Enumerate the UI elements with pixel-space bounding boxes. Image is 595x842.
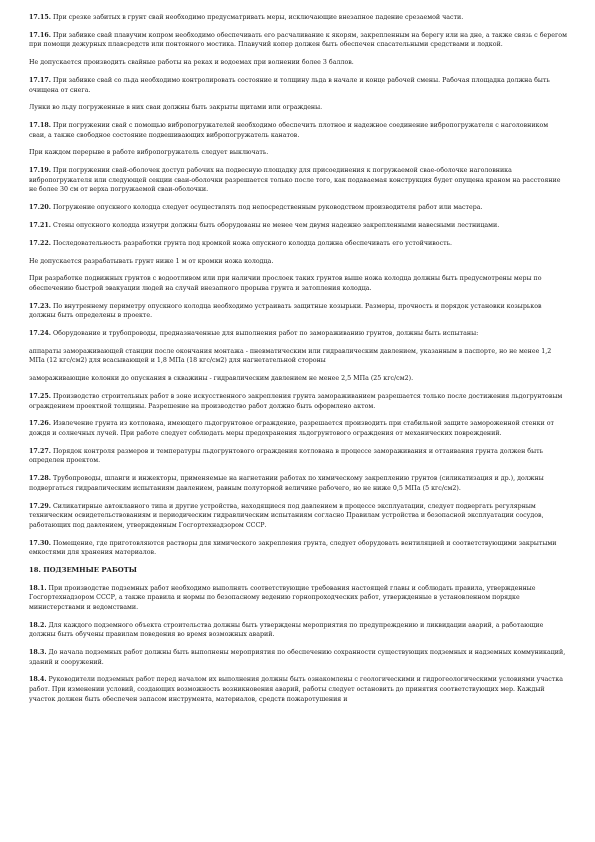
paragraph-text: Не допускается производить свайные работы на реках и водоемах при волнении более 3 баллов. — [29, 59, 354, 67]
paragraph-number: 17.29. — [29, 502, 51, 510]
paragraph — [29, 239, 567, 249]
paragraph-number: 17.24. — [29, 330, 51, 338]
paragraph — [29, 76, 567, 95]
paragraph-text: При производстве подземных работ необходимо выполнять соответствующие требования настоящей главы и соблюдать правила, утвержденные Госгортехнадзором СССР, а также правила и нормы по безопасному ведению горнопроходческих работ, утвержденные в установленном порядке министерствами и ведомствами. — [29, 584, 536, 611]
paragraph-number: 17.26. — [29, 420, 51, 428]
paragraph — [29, 347, 567, 366]
paragraph-number: 18.1. — [29, 584, 47, 592]
paragraph — [29, 502, 567, 531]
paragraph-text: Трубопроводы, шланги и инжекторы, применяемые на нагнетании работах по химическому закреплению грунтов (силикатизация и др.), должны подвергаться гидравлическим испытаниям давлением, равным полуторной величине рабочего, но не ниже 0,5 МПа (5 кгс/см2). — [29, 475, 544, 492]
paragraph — [29, 648, 567, 667]
paragraph — [29, 474, 567, 493]
paragraph-number: 17.30. — [29, 539, 51, 547]
paragraph-text: замораживающие колонки до опускания в скважины - гидравлическим давлением не менее 2,5 МПа (25 кгс/см2). — [29, 375, 414, 383]
paragraph-text: По внутреннему периметру опускного колодца необходимо устраивать защитные козырьки. Размеры, прочность и порядок установки козырьков должны быть определены в проекте. — [29, 302, 542, 320]
paragraph — [29, 31, 567, 50]
paragraph — [29, 121, 567, 140]
paragraph — [29, 621, 567, 640]
paragraph-text: Помещение, где приготовляются растворы для химического закрепления грунта, следует оборудовать вентиляцией и соответствующими закрытыми емкостями для хранения материалов. — [29, 539, 557, 557]
paragraph-number: 17.17. — [29, 76, 51, 84]
paragraph — [29, 675, 567, 704]
paragraph-number: 17.22. — [29, 239, 51, 247]
paragraph-number: 18.4. — [29, 676, 47, 684]
paragraph — [29, 103, 567, 113]
paragraph-number: 17.18. — [29, 122, 51, 130]
paragraph — [29, 148, 567, 158]
paragraph — [29, 58, 567, 68]
paragraph-number: 18.3. — [29, 649, 47, 656]
paragraph-text: Извлечение грунта из котлована, имеющего льдогрунтовое ограждение, разрешается производить при стабильной защите замороженной стенки от дождя и солнечных лучей. При работе следует соблюдать меры предохранения льдогрунтового ограждения от механических повреждений. — [29, 420, 555, 437]
paragraph-text: При погружении свай с помощью вибропогружателей необходимо обеспечить плотное и надежное соединение вибропогружателя с наголовником сваи, а также свободное состояние подвешивающих вибропогружатель канатов. — [29, 122, 549, 139]
paragraph-number: 17.25. — [29, 393, 51, 401]
paragraph-text: Для каждого подземного объекта строительства должны быть утверждены мероприятия по предупреждению и ликвидации аварий, а работающие должны быть обучены правилам поведения во время возможных аварий. — [29, 621, 544, 639]
paragraph-text: Производство строительных работ в зоне искусственного закрепления грунта замораживанием разрешается только после достижения льдогрунтовым ограждением проектной толщины. Разрешение на производство работ должно быть оформлено актом. — [29, 393, 563, 410]
paragraph-text: Последовательность разработки грунта под кромкой ножа опускного колодца должна обеспечивать его устойчивость. — [52, 239, 453, 247]
paragraph-number: 17.23. — [29, 302, 51, 310]
paragraph-number: 18.2. — [29, 621, 47, 629]
paragraph-number: 17.27. — [29, 447, 51, 455]
section-heading — [29, 566, 567, 576]
paragraph — [29, 392, 567, 411]
paragraph-number: 17.20. — [29, 204, 51, 212]
paragraph-text: Порядок контроля размеров и температуры льдогрунтового ограждения котлована в процессе замораживания и оттаивания грунта должен быть определен проектом. — [29, 447, 544, 465]
paragraph-number: 17.19. — [29, 167, 51, 175]
paragraph-number: 17.28. — [29, 475, 51, 483]
section-heading-text: 18. ПОДЗЕМНЫЕ РАБОТЫ — [29, 565, 137, 574]
paragraph-number: 17.15. — [29, 14, 51, 21]
paragraph — [29, 302, 567, 321]
paragraph-text: Не допускается разрабатывать грунт ниже 1 м от кромки ножа колодца. — [29, 257, 274, 265]
paragraph — [29, 13, 567, 23]
paragraph — [29, 221, 567, 231]
paragraph-text: При разработке подвижных грунтов с водоотливом или при наличии прослоек таких грунтов выше ножа колодца должны быть предусмотрены меры по обеспечению быстрой эвакуации людей на случай внезапного прорыва грунта и затопления колодца. — [29, 275, 542, 292]
paragraph-number: 17.16. — [29, 31, 51, 39]
paragraph — [29, 539, 567, 558]
paragraph-text: При забивке свай со льда необходимо контролировать состояние и толщину льда в начале и конце рабочей смены. Рабочая площадка должна быть очищена от снега. — [29, 76, 550, 94]
paragraph — [29, 203, 567, 213]
paragraph — [29, 166, 567, 195]
paragraph — [29, 584, 567, 613]
paragraph-text: Руководители подземных работ перед началом их выполнения должны быть ознакомлены с геологическими и гидрогеологическими условиями участка работ. При изменении условий, создающих возможность возникновения аварий, работы следует остановить до принятия соответствующих мер. Каждый участок должен быть обеспечен запасом инструмента, материалов, средств пожаротушения и — [29, 676, 563, 703]
paragraph-text: При каждом перерыве в работе вибропогружатель следует выключать. — [29, 149, 269, 157]
paragraph-text: Силикатирные автоклавного типа и другие устройства, находящиеся под давлением в процессе эксплуатации, следует подвергать регулярным техническим освидетельствованиям и периодическим гидравлическим испытаниям согласно Правилам устройства и безопасной эксплуатации сосудов, работающих под давлением, утвержденным Госгортехнадзором СССР. — [29, 502, 544, 529]
paragraph — [29, 447, 567, 466]
paragraph — [29, 274, 567, 293]
paragraph-text: Лунки во льду погруженные в них сваи должны быть закрыты щитами или ограждены. — [29, 104, 323, 112]
paragraph — [29, 419, 567, 438]
paragraph-text: При забивке свай плавучим копром необходимо обеспечивать его расчаливание к якорям, закрепленным на берегу или на дне, а также связь с берегом при помощи дежурных плавсредств или понтонного мостика. Плавучий копер должен быть обеспечен спасательными средствами и лодкой. — [29, 31, 567, 49]
paragraph-text: При срезке забитых в грунт свай необходимо предусматривать меры, исключающие внезапное падение срезаемой части. — [52, 14, 464, 21]
paragraph — [29, 374, 567, 384]
paragraph-text: Погружение опускного колодца следует осуществлять под непосредственным руководством производителя работ или мастера. — [52, 204, 483, 212]
paragraph-text: До начала подземных работ должны быть выполнены мероприятия по обеспечению сохранности существующих подземных и надземных коммуникаций, зданий и сооружений. — [29, 649, 566, 666]
paragraph-text: При погружении свай-оболочек доступ рабочих на подвесную площадку для присоединения к погружаемой свае-оболочке наголовника вибропогружателя или следующей секции сваи-оболочки разрешается только после того, как подаваемая конструкция будет опущена краном на расстояние не более 30 см от верха погружаемой сваи-оболочки. — [29, 167, 561, 194]
paragraph-text: Оборудование и трубопроводы, предназначенные для выполнения работ по замораживанию грунтов, должны быть испытаны: — [52, 330, 479, 338]
paragraph — [29, 329, 567, 339]
paragraph — [29, 257, 567, 267]
paragraph-text: Стены опускного колодца изнутри должны быть оборудованы не менее чем двумя надежно закрепленными навесными лестницами. — [52, 222, 500, 229]
document-body — [29, 13, 567, 712]
paragraph-text: аппараты замораживающей станции после окончания монтажа - пневматическим или гидравлическим давлением, указанным в паспорте, но не менее 1,2 МПа (12 кгс/см2) для всасывающей и 1,8 МПа (18 кгс/см2) для нагнетательной стороны — [29, 347, 552, 365]
paragraph-number: 17.21. — [29, 222, 51, 229]
